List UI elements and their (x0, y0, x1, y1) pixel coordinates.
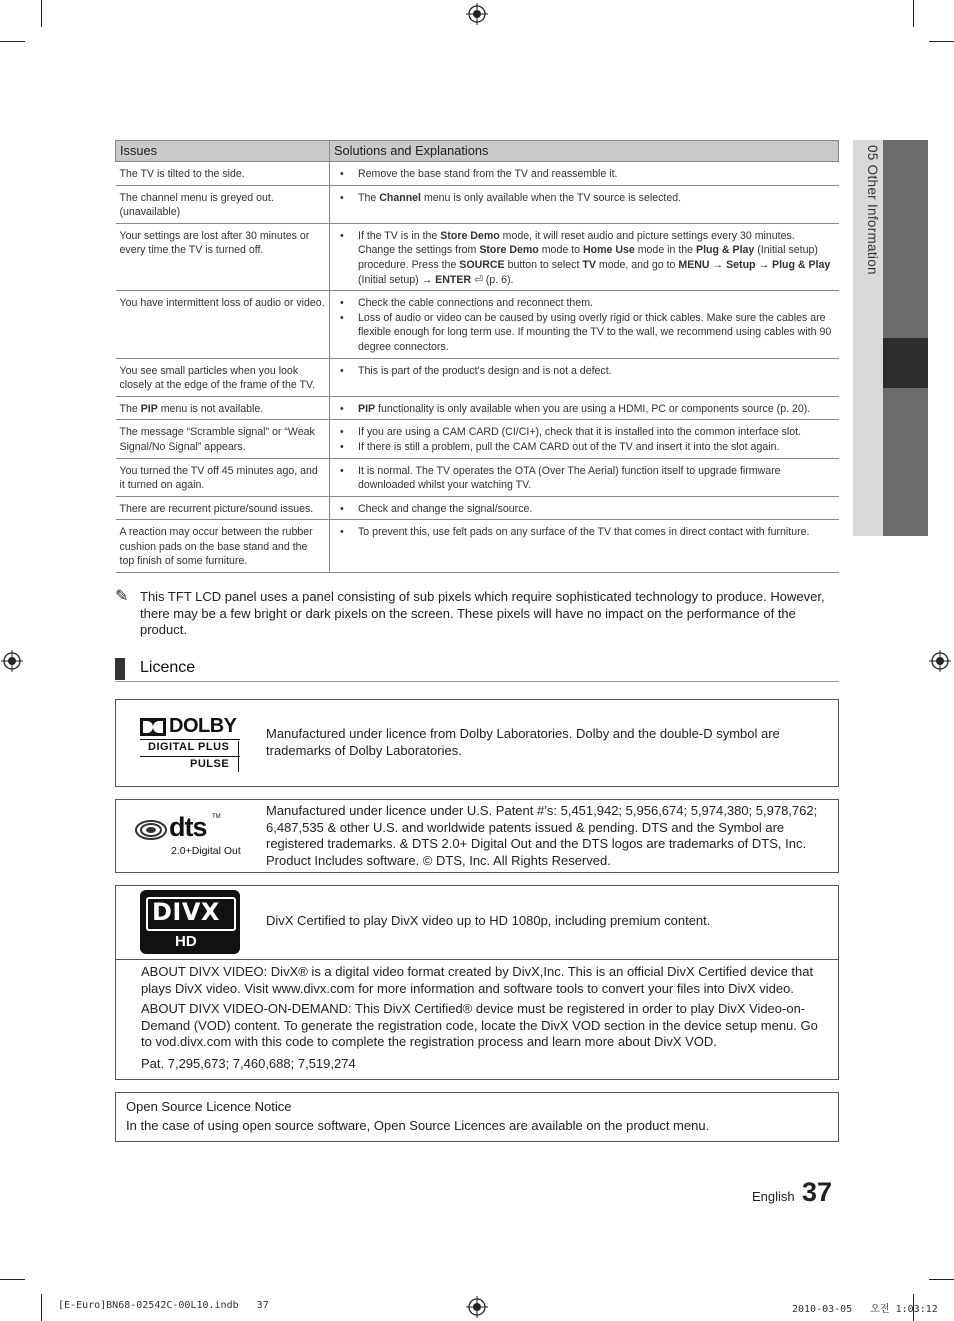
solution-bullet: • PIP functionality is only available when you are using a HDMI, PC or components source (p. 20). (334, 402, 835, 417)
solution-bullet: • Check and change the signal/source. (334, 502, 835, 517)
column-header-issues: Issues (116, 141, 330, 162)
crop-mark (913, 0, 914, 27)
divx-licence-text: DivX Certified to play DivX video up to HD 1080p, including premium content. (266, 913, 711, 928)
solution-bullet: • If you are using a CAM CARD (CI/CI+), check that it is installed into the common interface slot. (334, 425, 835, 440)
solution-cell (330, 420, 839, 458)
solution-bullet: • It is normal. The TV operates the OTA (Over The Aerial) function itself to upgrade firmware downloaded whilst your watching TV. (334, 464, 835, 493)
registration-mark-icon (466, 1296, 488, 1318)
crop-mark (0, 41, 25, 42)
solution-cell (330, 396, 839, 420)
footer-timestamp: 2010-03-05 오전 1:03:12 (792, 1304, 938, 1315)
footer-file-name: [E-Euro]BN68-02542C-00L10.indb 37 (58, 1300, 269, 1311)
solution-bullet: • Loss of audio or video can be caused by using overly rigid or thick cables. Make sure the cables are flexible enough for long term use. If mounting the TV to the wall, we recommend using cables with 90 degree connectors. (334, 311, 835, 355)
troubleshooting-table (115, 140, 839, 573)
solution-bullet: • Remove the base stand from the TV and reassemble it. (334, 167, 835, 182)
page-number: 37 (802, 1177, 833, 1207)
open-source-licence-box (115, 1092, 839, 1142)
solution-bullet: • This is part of the product’s design and is not a defect. (334, 364, 835, 379)
solution-bullet: • Check the cable connections and reconnect them. (334, 296, 835, 311)
side-tab-label: 05 Other Information (865, 145, 880, 275)
solution-cell (330, 223, 839, 290)
issue-cell: There are recurrent picture/sound issues. (116, 496, 330, 520)
column-header-solutions: Solutions and Explanations (330, 141, 839, 162)
section-title: Licence (140, 659, 196, 676)
table-row (116, 420, 839, 458)
crop-mark (929, 41, 954, 42)
crop-mark (0, 1279, 25, 1280)
divx-logo (140, 890, 240, 954)
section-divider (115, 681, 839, 682)
issue-cell: Your settings are lost after 30 minutes or every time the TV is turned off. (116, 223, 330, 290)
table-row (116, 223, 839, 290)
crop-mark (929, 1279, 954, 1280)
open-source-title: Open Source Licence Notice (126, 1099, 292, 1114)
table-row (116, 162, 839, 186)
table-row (116, 520, 839, 573)
dolby-logo-line2: PULSE (190, 758, 230, 770)
solution-bullet: • The Channel menu is only available when the TV source is selected. (334, 191, 835, 206)
issue-cell: The PIP menu is not available. (116, 396, 330, 420)
dolby-logo-line1: DIGITAL PLUS (148, 741, 230, 753)
crop-mark (41, 0, 42, 27)
note-pencil-icon: ✎ (115, 588, 129, 605)
dts-logo (134, 814, 244, 860)
solution-bullet: • If there is still a problem, pull the CAM CARD out of the TV and insert it into the slot again. (334, 440, 835, 455)
solution-cell (330, 162, 839, 186)
side-tab-active-marker (883, 338, 928, 388)
dolby-licence-text: Manufactured under licence from Dolby Laboratories. Dolby and the double-D symbol are trademarks of Dolby Laboratories. (266, 726, 780, 758)
table-row (116, 185, 839, 223)
issue-cell: The TV is tilted to the side. (116, 162, 330, 186)
divx-about-text: ABOUT DIVX VIDEO: DivX® is a digital video format created by DivX,Inc. This is an official DivX Certified device that plays DivX video. Visit www.divx.com for more information and software tools to convert your files into DivX video. (141, 964, 814, 996)
dts-logo-sub: 2.0+Digital Out (171, 845, 241, 857)
divx-licence-box (115, 885, 839, 1080)
dts-symbol-icon (134, 818, 168, 842)
solution-cell (330, 291, 839, 358)
solution-cell (330, 496, 839, 520)
solution-cell (330, 358, 839, 396)
divx-patents-text: Pat. 7,295,673; 7,460,688; 7,519,274 (141, 1056, 356, 1071)
table-row (116, 458, 839, 496)
footer-language: English (752, 1189, 795, 1204)
dolby-logo-word: DOLBY (169, 715, 237, 737)
solution-cell (330, 520, 839, 573)
divx-vod-text: ABOUT DIVX VIDEO-ON-DEMAND: This DivX Certified® device must be registered in order to play DivX Video-on-Demand (VOD) content. To generate the registration code, locate the DivX VOD section in the device setup menu. Go to vod.divx.com with this code to complete the registration process and learn more about DivX VOD. (141, 1001, 818, 1050)
divx-divider (116, 959, 838, 960)
table-header-row (116, 141, 839, 162)
table-body (116, 162, 839, 573)
note-text: This TFT LCD panel uses a panel consisting of sub pixels which require sophisticated technology to produce. However, there may be a few bright or dark pixels on the screen. These pixels will have no impact on the performance of the product. (140, 589, 825, 638)
divx-logo-sub: HD (175, 933, 197, 950)
issue-cell: You turned the TV off 45 minutes ago, and it turned on again. (116, 458, 330, 496)
table-row (116, 291, 839, 358)
issue-cell: The message “Scramble signal” or “Weak Signal/No Signal” appears. (116, 420, 330, 458)
dts-logo-word: dts (169, 812, 207, 842)
dolby-logo (140, 716, 244, 772)
logo-rule (140, 756, 240, 757)
open-source-text: In the case of using open source software, Open Source Licences are available on the product menu. (126, 1118, 710, 1133)
registration-mark-icon (466, 3, 488, 25)
issue-cell: You see small particles when you look closely at the edge of the frame of the TV. (116, 358, 330, 396)
solution-bullet: • To prevent this, use felt pads on any surface of the TV that comes in direct contact with furniture. (334, 525, 835, 540)
registration-mark-icon (929, 650, 951, 672)
solution-bullet: • If the TV is in the Store Demo mode, it will reset audio and picture settings every 30 minutes. Change the settings from Store Demo mode to Home Use mode in the Plug & Play (Initial setup) procedure. Press the SOURCE button to select TV mode, and go to MENU → Setup → Plug & Play (Initial setup) → ENTER ⏎ (p. 6). (334, 229, 835, 287)
dolby-licence-box (115, 699, 839, 787)
solution-cell (330, 458, 839, 496)
divx-logo-word: DIVX (152, 898, 220, 926)
table-row (116, 396, 839, 420)
registration-mark-icon (1, 650, 23, 672)
dolby-double-d-icon (140, 718, 166, 736)
table-row (116, 358, 839, 396)
issue-cell: The channel menu is greyed out. (unavailable) (116, 185, 330, 223)
crop-mark (41, 1294, 42, 1321)
dts-licence-box (115, 799, 839, 873)
section-marker (115, 658, 125, 680)
table-row (116, 496, 839, 520)
dts-licence-text: Manufactured under licence under U.S. Patent #’s: 5,451,942; 5,956,674; 5,974,380; 5,978,762; 6,487,535 & other U.S. and worldwide patents issued & pending. DTS and the Symbol are registered trademarks. & DTS 2.0+ Digital Out and the DTS logos are trademarks of DTS, Inc. Product Includes software. © DTS, Inc. All Rights Reserved. (266, 803, 818, 868)
logo-rule (140, 739, 240, 740)
dts-logo-tm: TM (212, 814, 221, 820)
issue-cell: A reaction may occur between the rubber cushion pads on the base stand and the top finish of some furniture. (116, 520, 330, 573)
issue-cell: You have intermittent loss of audio or video. (116, 291, 330, 358)
lcd-panel-note (115, 589, 839, 639)
solution-cell (330, 185, 839, 223)
